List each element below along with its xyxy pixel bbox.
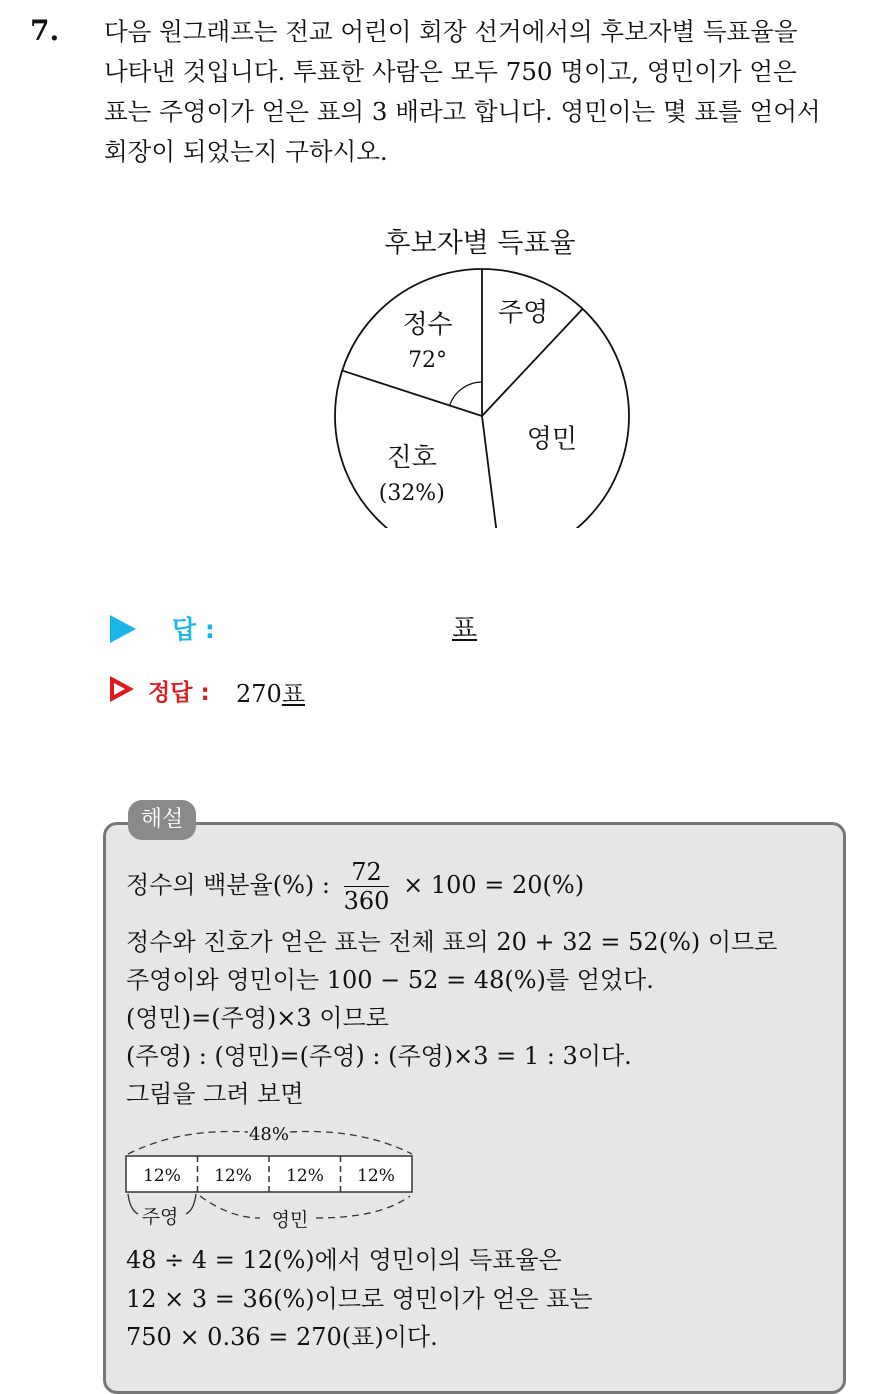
- total-brace-left: [128, 1131, 248, 1154]
- exp-line1-prefix: 정수의 백분율(%) :: [126, 871, 330, 899]
- explanation-line-9: 750 × 0.36 = 270(표)이다.: [126, 1323, 438, 1351]
- slice-label-정수: 정수: [402, 310, 453, 341]
- slice-label-진호: 진호: [386, 443, 437, 474]
- question-line-4: 회장이 되었는지 구하시오.: [104, 137, 388, 166]
- question-line-3: 표는 주영이가 얻은 표의 3 배라고 합니다. 영민이는 몇 표를 얻어서: [104, 97, 821, 126]
- total-brace-right: [290, 1131, 412, 1154]
- fraction-72-360: [344, 858, 390, 915]
- explanation-line-7: 48 ÷ 4 = 12(%)에서 영민이의 득표율은: [126, 1246, 562, 1274]
- explanation-line-8: 12 × 3 = 36(%)이므로 영민이가 얻은 표는: [126, 1285, 593, 1313]
- bar-total-label: 48%: [248, 1124, 290, 1145]
- ratio-bar-diagram: [120, 1118, 430, 1236]
- explanation-line-3: 주영이와 영민이는 100 − 52 = 48(%)를 얻었다.: [126, 966, 654, 994]
- answer-blank[interactable]: 표: [452, 614, 478, 644]
- fraction-denominator: 360: [343, 887, 390, 915]
- bar-cell-1: 12%: [143, 1166, 181, 1186]
- explanation-line-1: [126, 858, 584, 915]
- left-brace-b: [186, 1194, 196, 1214]
- correct-answer-unit: 표: [281, 680, 305, 708]
- exp-line1-suffix: × 100 = 20(%): [403, 871, 585, 899]
- correct-answer-value: [236, 674, 305, 709]
- bar-cell-3: 12%: [286, 1166, 324, 1186]
- answer-label: 답 :: [172, 615, 215, 644]
- bar-left-label: 주영: [141, 1206, 179, 1228]
- bar-cell-2: 12%: [214, 1166, 252, 1186]
- explanation-line-2: 정수와 진호가 얻은 표는 전체 표의 20 + 32 = 52(%) 이므로: [126, 928, 778, 956]
- answer-arrow-icon: [110, 615, 136, 643]
- chart-title: 후보자별 득표율: [384, 228, 576, 259]
- fraction-numerator: 72: [344, 858, 390, 887]
- correct-answer-number: 270: [236, 680, 282, 708]
- question-number: 7.: [30, 14, 60, 47]
- bar-right-label: 영민: [271, 1209, 309, 1231]
- bar-cell-4: 12%: [357, 1166, 395, 1186]
- explanation-tab: 해설: [128, 800, 196, 840]
- correct-arrow-inner: [114, 683, 125, 695]
- correct-answer-label: 정답 :: [148, 680, 210, 706]
- slice-label-영민: 영민: [526, 424, 578, 455]
- explanation-line-4: (영민)=(주영)×3 이므로: [126, 1004, 389, 1032]
- left-brace-a: [128, 1194, 138, 1214]
- question-line-2: 나타낸 것입니다. 투표한 사람은 모두 750 명이고, 영민이가 얻은: [104, 57, 797, 86]
- right-brace-b: [316, 1196, 410, 1218]
- slice-sublabel-정수: 72°: [408, 348, 448, 374]
- explanation-line-6: 그림을 그려 보면: [126, 1080, 304, 1108]
- explanation-line-5: (주영) : (영민)=(주영) : (주영)×3 = 1 : 3이다.: [126, 1042, 632, 1070]
- slice-label-주영: 주영: [498, 298, 549, 329]
- question-line-1: 다음 원그래프는 전교 어린이 회장 선거에서의 후보자별 득표율을: [104, 17, 798, 46]
- slice-sublabel-진호: (32%): [378, 481, 445, 507]
- right-brace-a: [200, 1196, 260, 1218]
- pie-chart: [322, 218, 642, 528]
